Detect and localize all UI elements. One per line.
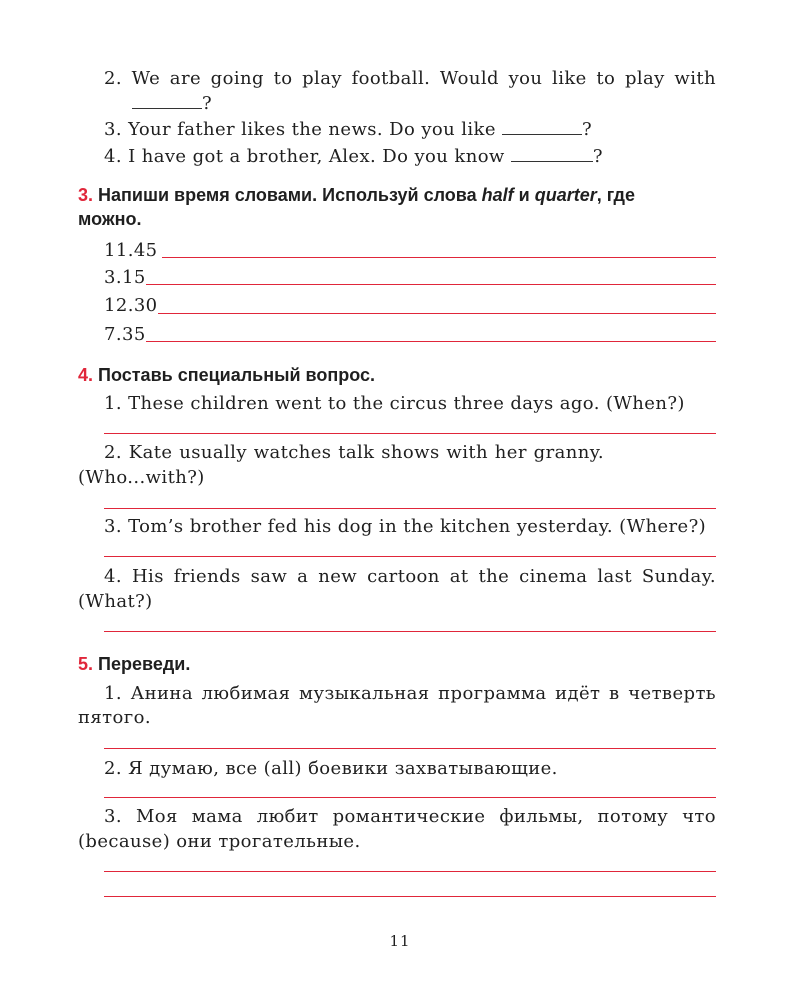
answer-line[interactable] xyxy=(158,313,716,314)
ex3-title-end: , где xyxy=(596,185,635,205)
answer-line[interactable] xyxy=(104,631,716,632)
ex3-time-2: 3.15 xyxy=(104,267,146,288)
ex5-sentence-1-line2: пятого. xyxy=(78,707,151,728)
answer-line[interactable] xyxy=(104,508,716,509)
answer-line[interactable] xyxy=(104,433,716,434)
question-mark: ? xyxy=(592,146,603,167)
answer-line[interactable] xyxy=(104,748,716,749)
ex3-title: Напиши время словами. Используй слова xyxy=(98,185,482,205)
answer-line[interactable] xyxy=(162,257,716,258)
ex4-title: Поставь специальный вопрос. xyxy=(98,365,376,385)
ex3-heading-line2: можно. xyxy=(78,209,142,229)
question-mark: ? xyxy=(202,93,213,114)
ex4-question-4-line2: (What?) xyxy=(78,591,153,612)
ex3-word-quarter: quarter xyxy=(534,185,597,205)
ex2-item3 xyxy=(104,118,592,142)
ex3-word-and: и xyxy=(513,185,535,205)
ex5-title: Переведи. xyxy=(98,654,191,674)
ex3-time-1: 11.45 xyxy=(104,240,158,261)
ex2-item2-line2 xyxy=(132,92,212,116)
answer-line[interactable] xyxy=(146,341,716,342)
question-mark: ? xyxy=(582,119,593,140)
ex4-question-2-line1: 2. Kate usually watches talk shows with her granny. xyxy=(104,442,604,463)
ex4-question-4-line1: 4. His friends saw a new cartoon at the cinema last Sunday. xyxy=(104,566,716,587)
ex3-word-half: half xyxy=(481,185,514,205)
ex5-sentence-1-line1: 1. Анина любимая музыкальная программа идёт в четверть xyxy=(104,683,716,704)
ex2-item4-text: 4. I have got a brother, Alex. Do you know xyxy=(104,146,505,167)
ex4-heading xyxy=(78,363,375,387)
ex5-sentence-2: 2. Я думаю, все (all) боевики захватывающие. xyxy=(104,758,558,779)
answer-line[interactable] xyxy=(104,896,716,897)
ex4-question-3: 3. Tom’s brother fed his dog in the kitchen yesterday. (Where?) xyxy=(104,516,707,537)
ex3-time-4: 7.35 xyxy=(104,324,146,345)
ex2-item3-text: 3. Your father likes the news. Do you like xyxy=(104,119,496,140)
ex5-number: 5. xyxy=(78,654,94,674)
ex5-sentence-3-line1: 3. Моя мама любит романтические фильмы, потому что xyxy=(104,806,716,827)
ex2-item2-line1: 2. We are going to play football. Would you like to play with xyxy=(104,68,716,89)
ex5-sentence-3-line2: (because) они трогательные. xyxy=(78,831,361,852)
answer-line[interactable] xyxy=(104,871,716,872)
answer-line[interactable] xyxy=(146,284,716,285)
ex3-number: 3. xyxy=(78,185,94,205)
ex4-question-2-line2: (Who...with?) xyxy=(78,467,205,488)
answer-blank[interactable] xyxy=(502,118,582,135)
ex5-heading xyxy=(78,652,190,676)
answer-blank[interactable] xyxy=(132,92,202,109)
ex3-heading xyxy=(78,183,718,207)
ex4-question-1: 1. These children went to the circus three days ago. (When?) xyxy=(104,393,685,414)
page-number: 11 xyxy=(389,932,411,950)
ex4-number: 4. xyxy=(78,365,94,385)
answer-line[interactable] xyxy=(104,556,716,557)
answer-line[interactable] xyxy=(104,797,716,798)
ex3-time-3: 12.30 xyxy=(104,295,158,316)
answer-blank[interactable] xyxy=(511,145,593,162)
ex2-item4 xyxy=(104,145,603,169)
